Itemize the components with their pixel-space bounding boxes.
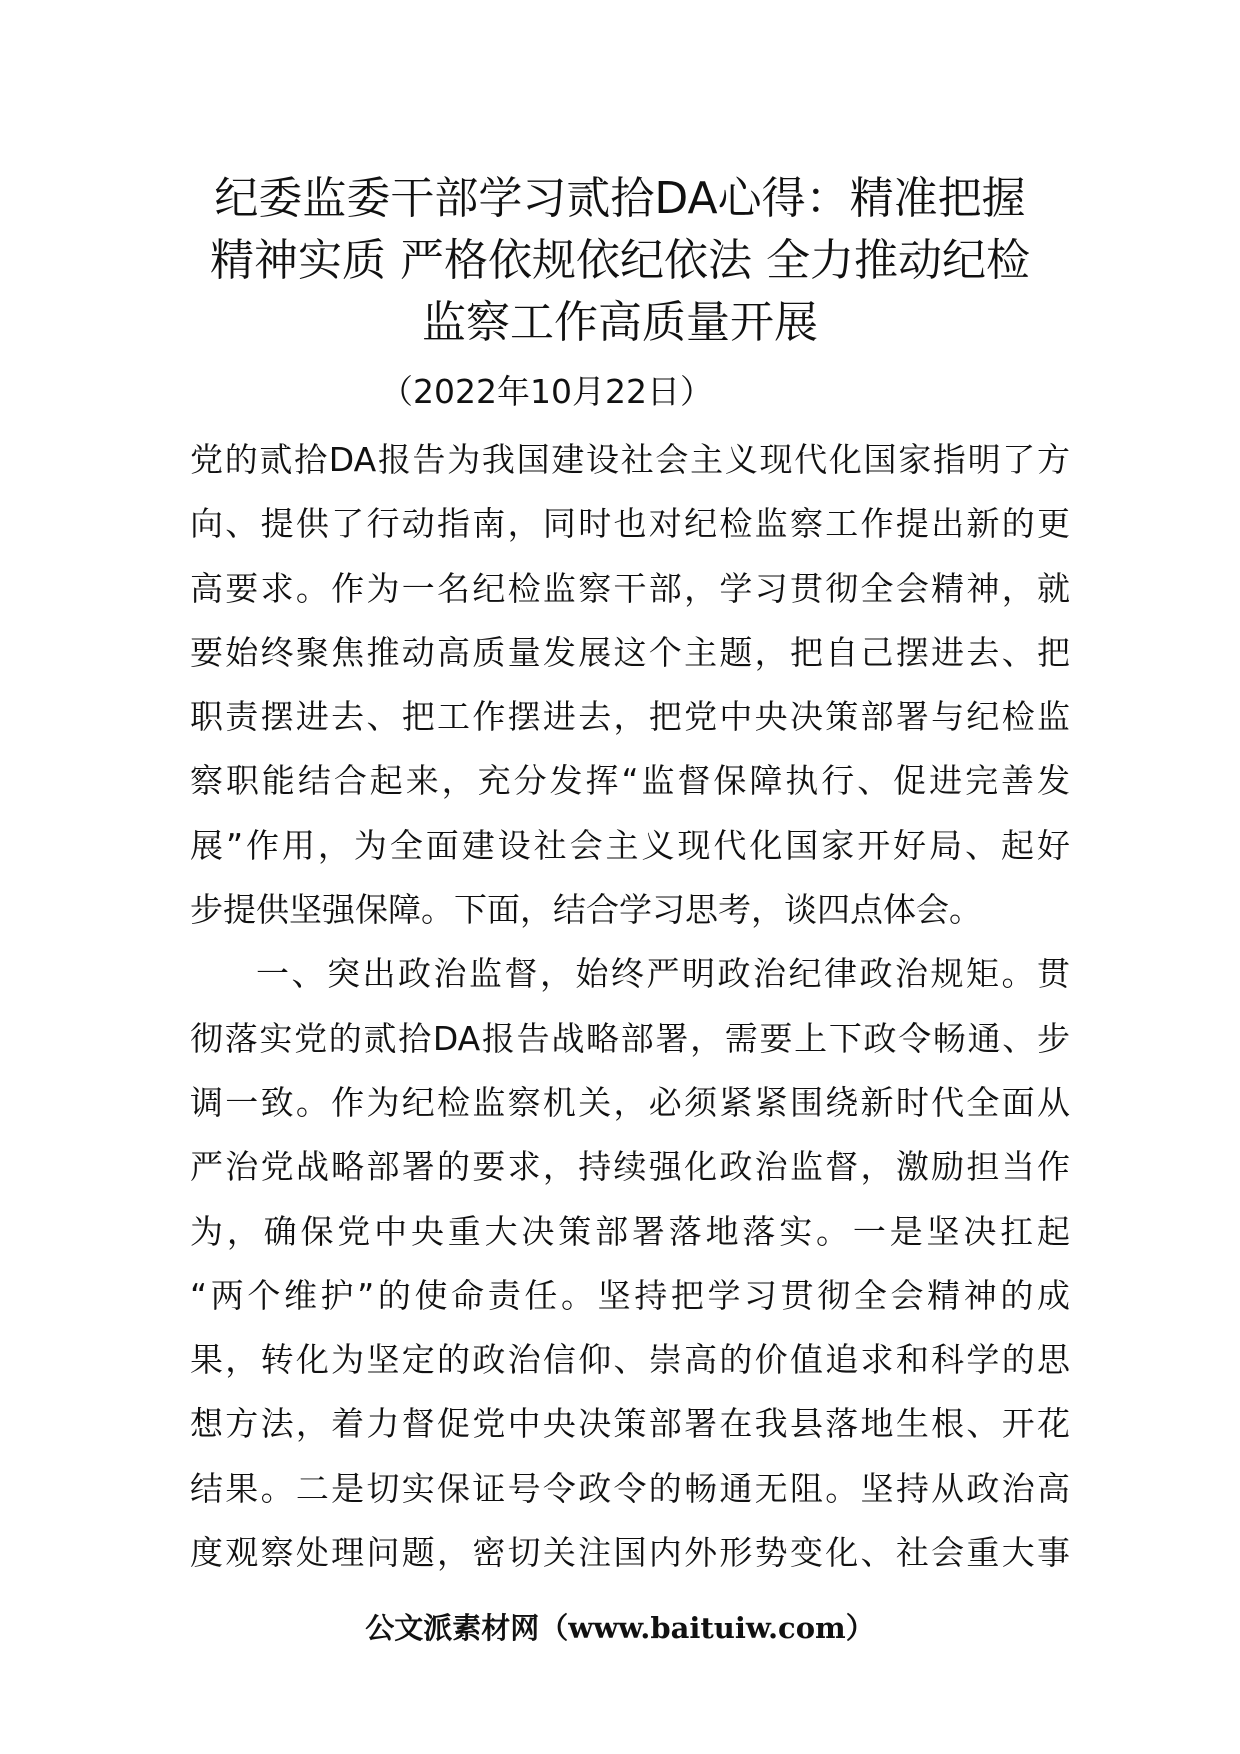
text-line: 彻落实党的贰拾DA报告战略部署，需要上下政令畅通、步: [190, 1018, 1070, 1058]
text-line: 展”作用，为全面建设社会主义现代化国家开好局、起好: [190, 825, 1070, 865]
text-line: “两个维护”的使命责任。坚持把学习贯彻全会精神的成: [190, 1275, 1070, 1315]
text-line: 要始终聚焦推动高质量发展这个主题，把自己摆进去、把: [190, 632, 1070, 672]
title-line: 监察工作高质量开展: [422, 297, 818, 348]
text-line: 度观察处理问题，密切关注国内外形势变化、社会重大事: [190, 1533, 1070, 1573]
paragraph-intro: [190, 428, 1070, 942]
text-line: 步提供坚强保障。下面，结合学习思考，谈四点体会。: [190, 890, 982, 930]
document-title: [150, 168, 1090, 354]
text-line: 调一致。作为纪检监察机关，必须紧紧围绕新时代全面从: [190, 1082, 1070, 1122]
text-line: 严治党战略部署的要求，持续强化政治监督，激励担当作: [190, 1147, 1070, 1187]
text-line: 察职能结合起来，充分发挥“监督保障执行、促进完善发: [190, 761, 1070, 801]
text-line: 结果。二是切实保证号令政令的畅通无阻。坚持从政治高: [190, 1468, 1070, 1508]
paragraph-section-one: [190, 942, 1070, 1585]
document-body: [190, 428, 1070, 1585]
text-line: 职责摆进去、把工作摆进去，把党中央决策部署与纪检监: [190, 697, 1070, 737]
text-line: 想方法，着力督促党中央决策部署在我县落地生根、开花: [190, 1404, 1070, 1444]
text-line: 高要求。作为一名纪检监察干部，学习贯彻全会精神，就: [190, 568, 1070, 608]
text-line: 向、提供了行动指南，同时也对纪检监察工作提出新的更: [190, 504, 1070, 544]
text-line: 党的贰拾DA报告为我国建设社会主义现代化国家指明了方: [190, 440, 1070, 479]
title-line: 纪委监委干部学习贰拾DA心得：精准把握: [214, 173, 1026, 224]
text-line: 一、突出政治监督，始终严明政治纪律政治规矩。贯: [256, 954, 1070, 994]
text-line: 为，确保党中央重大决策部署落地落实。一是坚决扛起: [190, 1211, 1070, 1251]
title-line: 精神实质 严格依规依纪依法 全力推动纪检: [210, 235, 1030, 286]
text-line: 果，转化为坚定的政治信仰、崇高的价值追求和科学的思: [190, 1340, 1070, 1380]
document-date: （2022年10月22日）: [380, 372, 713, 411]
page-footer: 公文派素材网（www.baituiw.com）: [365, 1611, 875, 1645]
